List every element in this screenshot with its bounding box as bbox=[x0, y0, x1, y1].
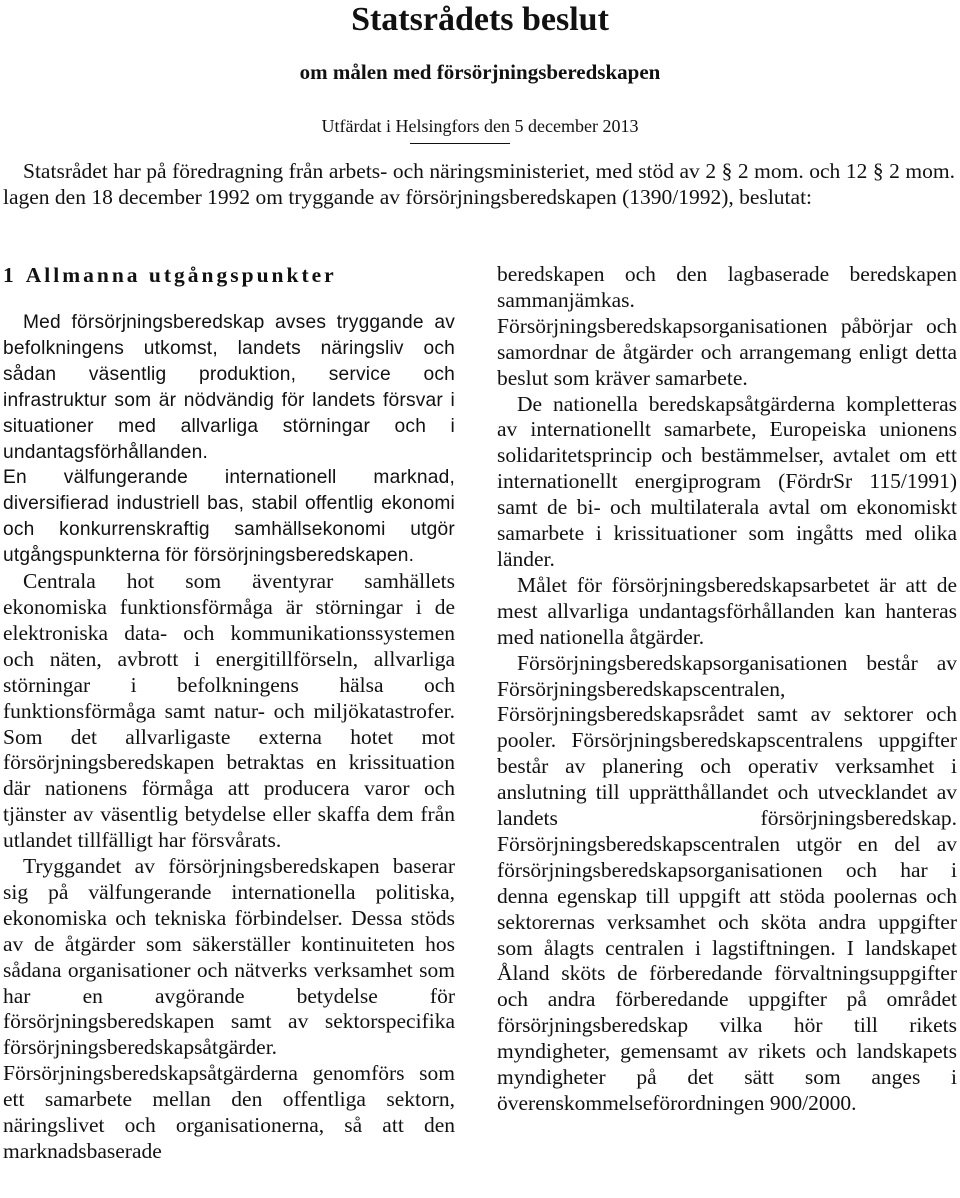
paragraph-international: De nationella beredskapsåtgärderna kompletteras av internationellt samarbete, Europeiska unionens solidaritetsprincip och bestämmelser, avtalet om ett internationellt energiprogram (FördrSr 115/1991) samt de bi- och multilaterala avtal om ekonomiskt samarbete i krissituationer som ingåtts med olika länder. bbox=[497, 391, 957, 571]
paragraph-continuation: beredskapen och den lagbaserade beredskapen sammanjämkas. Försörjningsberedskapsorganisationen påbörjar och samordnar de åtgärder och arrangemang enligt detta beslut som kräver samarbete. bbox=[497, 262, 957, 390]
paragraph-definition: Med försörjningsberedskap avses tryggande av befolkningens utkomst, landets näringsliv och sådan väsentlig produktion, service och infrastruktur som är nödvändig för landets försvar i situationer med allvarliga störningar och i undantagsförhållanden. bbox=[3, 312, 455, 463]
section-heading bbox=[3, 262, 455, 288]
preamble-paragraph: Statsrådet har på föredragning från arbets- och näringsministeriet, med stöd av 2 § 2 mom. och 12 § 2 mom. lagen den 18 december 1992 om tryggande av försörjningsberedskapen (1390/1992), beslutat: bbox=[3, 159, 955, 209]
paragraph-goal: Målet för försörjningsberedskapsarbetet är att de mest allvarliga undantagsförhållanden kan hanteras med nationella åtgärder. bbox=[497, 572, 957, 649]
document-title: Statsrådets beslut bbox=[351, 1, 609, 38]
paragraph-cooperation: Tryggandet av försörjningsberedskapen baserar sig på välfungerande internationella politiska, ekonomiska och tekniska förbindelser. Dessa stöds av de åtgärder som säkerställer kontinuiteten hos sådana organisationer och nätverks verksamhet som har en avgörande betydelse för försörjningsberedskapen samt av sektorspecifika försörjningsberedskapsåtgärder. Försörjningsberedskapsåtgärderna genomförs som ett samarbete mellan den offentliga sektorn, näringslivet och organisationerna, så att den marknadsbaserade bbox=[3, 854, 455, 1163]
title-divider bbox=[410, 143, 510, 144]
section-number: 1 bbox=[3, 263, 14, 287]
paragraph-threats: Centrala hot som äventyrar samhällets ekonomiska funktionsförmåga är störningar i de elektroniska data- och kommunikationssystemen och näten, avbrott i energitillförseln, allvarliga störningar i befolkningens hälsa och funktionsförmåga samt natur- och miljökatastrofer. Som det allvarligaste externa hotet mot försörjningsberedskapen betraktas en krissituation där nationens förmåga att producera varor och tjänster av väsentlig betydelse eller skaffa dem från utlandet tillfälligt har försvårats. bbox=[3, 569, 455, 853]
right-column bbox=[497, 262, 957, 1117]
paragraph-basis: En välfungerande internationell marknad, diversifierad industriell bas, stabil offentlig ekonomi och konkurrenskraftig samhällsekonomi utgör utgångspunkterna för försörjningsberedskapen. bbox=[3, 467, 455, 567]
paragraph-organisation: Försörjningsberedskapsorganisationen består av Försörjningsberedskapscentralen, Försörjningsberedskapsrådet samt av sektorer och pooler. Försörjningsberedskapscentralens uppgifter består av planering och operativ verksamhet i anslutning till upprätthållandet och utvecklandet av landets försörjningsberedskap. Försörjningsberedskapscentralen utgör en del av försörjningsberedskapsorganisationen och har i denna egenskap till uppgift att stöda poolernas och sektorernas verksamhet och sköta andra uppgifter som ålagts centralen i lagstiftningen. I landskapet Åland sköts de förberedande förvaltningsuppgifter och andra förberedande uppgifter på området försörjningsberedskap vilka hör till rikets myndigheter, gemensamt av rikets och landskapets myndigheter på det sätt som anges i överenskommelseförordningen 900/2000. bbox=[497, 650, 957, 1115]
left-column bbox=[3, 262, 455, 1165]
issued-line: Utfärdat i Helsingfors den 5 december 2013 bbox=[321, 116, 639, 136]
section-title: Allmanna utgångspunkter bbox=[25, 263, 337, 287]
document-subtitle: om målen med försörjningsberedskapen bbox=[299, 60, 661, 84]
